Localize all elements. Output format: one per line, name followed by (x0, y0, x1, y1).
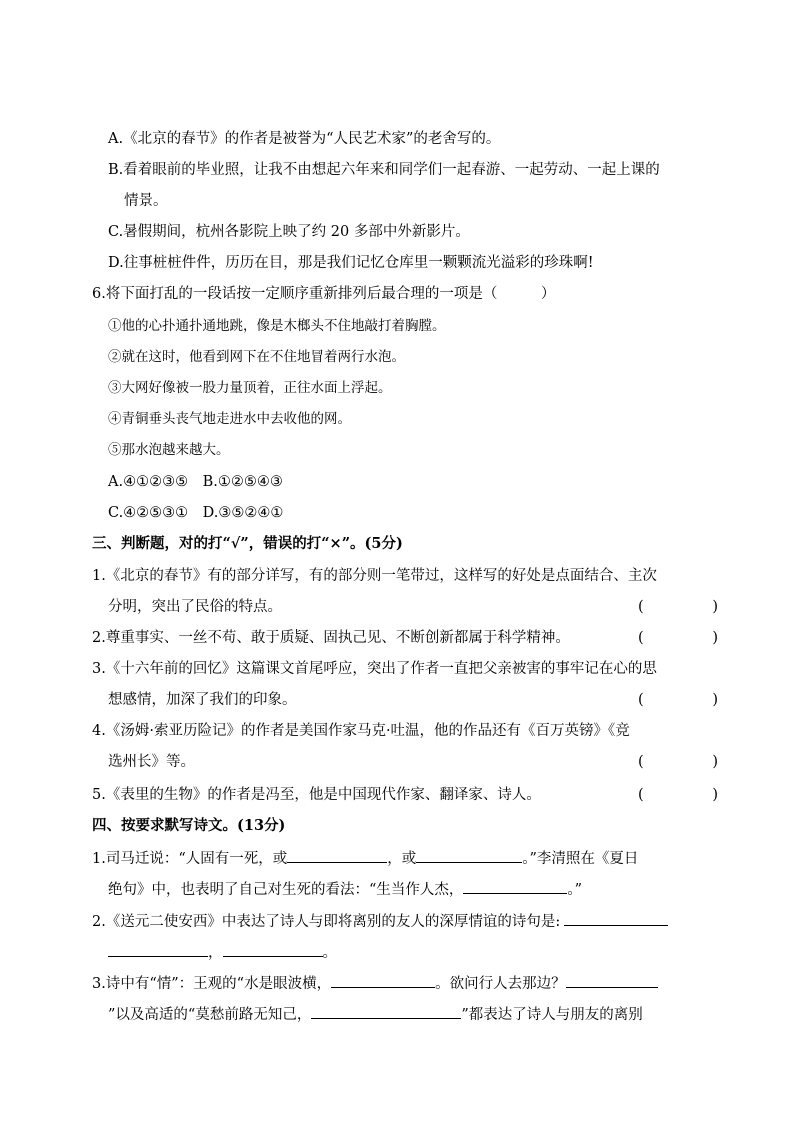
q6-sentence-4: ④青铜垂头丧气地走进水中去收他的网。 (108, 411, 351, 427)
section4-heading: 四、按要求默写诗文。(13分) (92, 817, 286, 834)
answer-blank[interactable] (287, 848, 387, 863)
option-b-line2: 情景。 (124, 193, 168, 209)
s4-q1-line1: 1.司马迁说：“人固有一死，或 ，或 。”李清照在《夏日 (92, 848, 638, 868)
s3-q5: 5.《表里的生物》的作者是冯至，他是中国现代作家、翻译家、诗人。 (92, 787, 541, 803)
s3-q1-line2: 分明，突出了民俗的特点。 (108, 599, 282, 615)
s4-q2-line2: ， 。 (108, 942, 337, 962)
option-d: D.往事桩桩件件，历历在目，那是我们记忆仓库里一颗颗流光溢彩的珍珠啊! (108, 255, 594, 271)
s3-q4-line1: 4.《汤姆·索亚历险记》的作者是美国作家马克·吐温，他的作品还有《百万英镑》《竞 (92, 723, 630, 739)
s4-q3-line2: ”以及高适的“莫愁前路无知己， ”都表达了诗人与朋友的离别 (108, 1004, 643, 1024)
s4-q1-line2: 绝句》中，也表明了自己对生死的看法：“生当作人杰， 。” (108, 879, 582, 899)
s3-q4-answer-paren[interactable]: ( ) (638, 754, 718, 770)
s3-q2: 2.尊重事实、一丝不苟、敢于质疑、固执己见、不断创新都属于科学精神。 (92, 630, 570, 646)
q6-sentence-2: ②就在这时，他看到网下在不住地冒着两行水泡。 (108, 349, 405, 365)
q6-sentence-1: ①他的心扑通扑通地跳，像是木榔头不住地敲打着胸膛。 (108, 318, 446, 334)
s3-q3-line1: 3.《十六年前的回忆》这篇课文首尾呼应，突出了作者一直把父亲被害的事牢记在心的思 (92, 661, 657, 677)
answer-blank[interactable] (564, 911, 668, 926)
s3-q1-line1: 1.《北京的春节》有的部分详写，有的部分则一笔带过，这样写的好处是点面结合、主次 (92, 568, 657, 584)
option-a: A.《北京的春节》的作者是被誉为“人民艺术家”的老舍写的。 (108, 131, 501, 147)
s4-q2-line1: 2.《送元二使安西》中表达了诗人与即将离别的友人的深厚情谊的诗句是: (92, 911, 668, 931)
answer-blank[interactable] (108, 942, 208, 957)
q6-options-cd: C.④②⑤③① D.③⑤②④① (108, 505, 284, 521)
option-c: C.暑假期间，杭州各影院上映了约 20 多部中外新影片。 (108, 224, 470, 240)
s3-q5-answer-paren[interactable]: ( ) (638, 787, 718, 803)
q6-sentence-5: ⑤那水泡越来越大。 (108, 442, 230, 458)
answer-blank[interactable] (416, 848, 522, 863)
answer-blank[interactable] (331, 973, 435, 988)
section3-heading: 三、判断题，对的打“√”，错误的打“×”。(5分) (92, 535, 403, 552)
s3-q3-answer-paren[interactable]: ( ) (638, 692, 718, 708)
answer-blank[interactable] (463, 879, 567, 894)
s3-q2-answer-paren[interactable]: ( ) (638, 630, 718, 646)
q6-stem: 6.将下面打乱的一段话按一定顺序重新排列后最合理的一项是（ ） (92, 286, 556, 302)
answer-blank[interactable] (311, 1004, 461, 1019)
answer-blank[interactable] (566, 973, 658, 988)
q6-options-ab: A.④①②③⑤ B.①②⑤④③ (108, 474, 283, 490)
s3-q3-line2: 想感情，加深了我们的印象。 (108, 692, 297, 708)
option-b-line1: B.看着眼前的毕业照，让我不由想起六年来和同学们一起春游、一起劳动、一起上课的 (108, 162, 660, 178)
answer-blank[interactable] (223, 942, 323, 957)
s3-q4-line2: 选州长》等。 (108, 754, 195, 770)
s4-q3-line1: 3.诗中有“情”：王观的“水是眼波横， 。欲问行人去那边？ (92, 973, 658, 993)
q6-sentence-3: ③大网好像被一股力量顶着，正往水面上浮起。 (108, 380, 392, 396)
s3-q1-answer-paren[interactable]: ( ) (638, 599, 718, 615)
